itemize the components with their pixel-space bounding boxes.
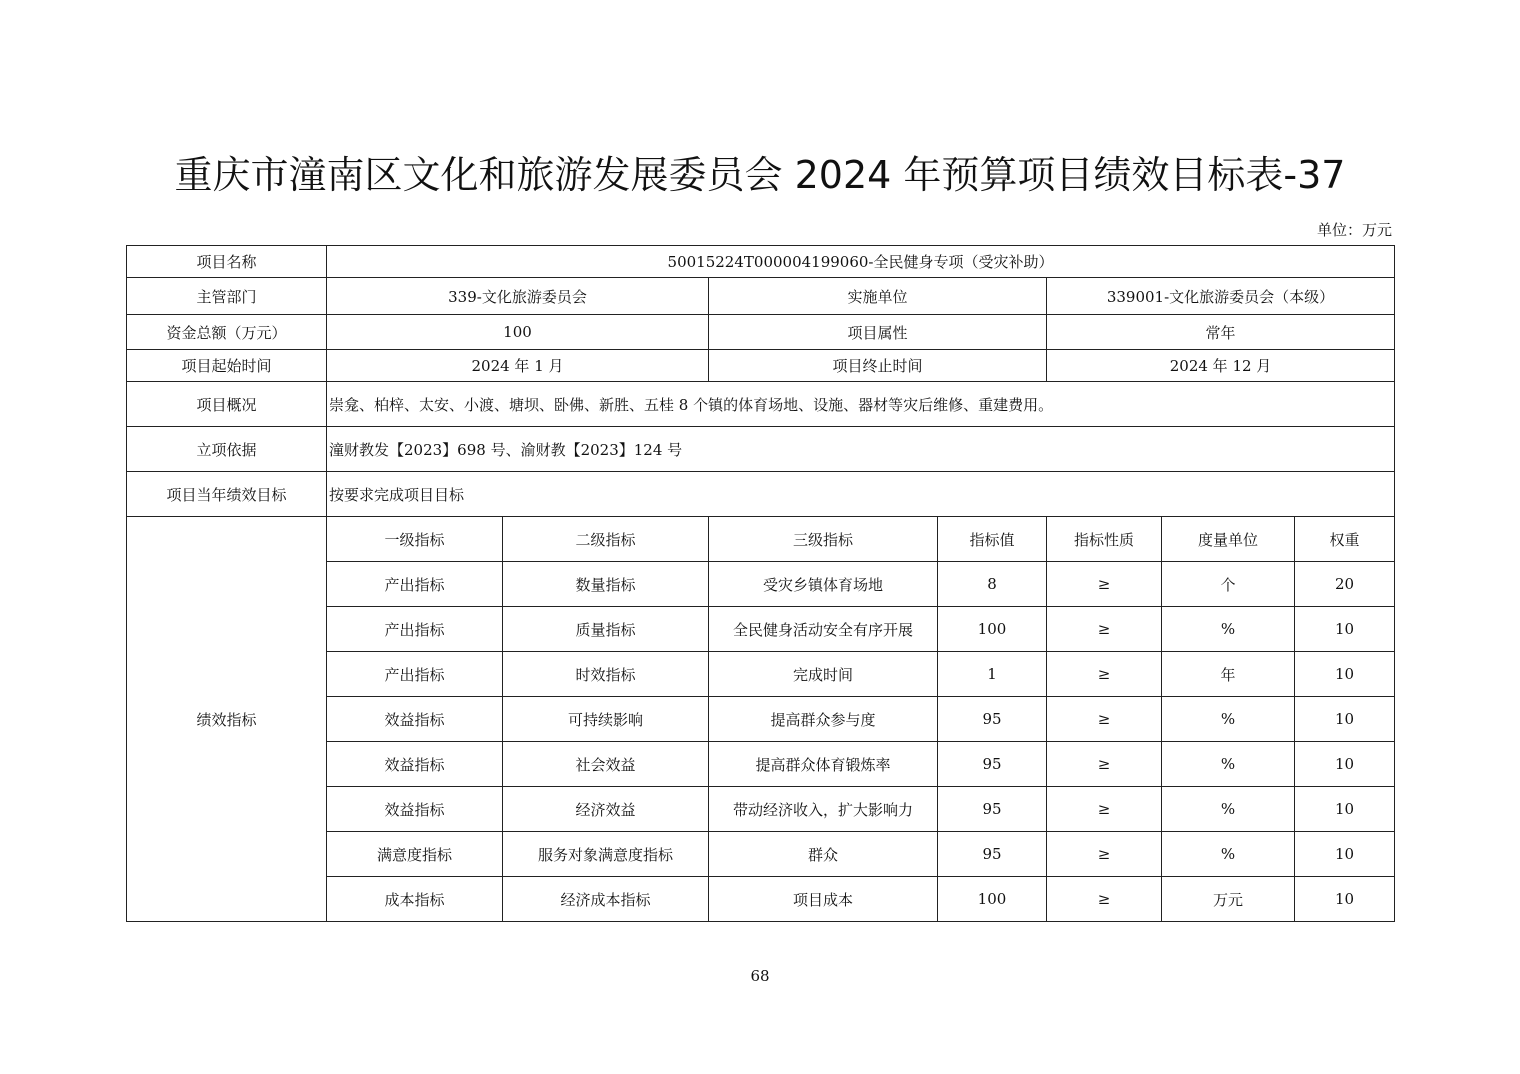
level3-cell: 提高群众体育锻炼率 — [709, 742, 938, 787]
indicator-header-row — [127, 517, 1395, 562]
weight-cell: 20 — [1295, 562, 1395, 607]
basis-value: 潼财教发【2023】698 号、渝财教【2023】124 号 — [327, 427, 1395, 472]
unit-label: 单位：万元 — [1316, 221, 1392, 239]
value-cell: 95 — [938, 787, 1047, 832]
level1-cell: 满意度指标 — [327, 832, 503, 877]
start-time-value: 2024 年 1 月 — [327, 350, 709, 382]
page-number: 68 — [750, 967, 770, 985]
level1-cell: 产出指标 — [327, 652, 503, 697]
value-cell: 95 — [938, 742, 1047, 787]
nature-cell: ≥ — [1047, 787, 1162, 832]
level3-cell: 受灾乡镇体育场地 — [709, 562, 938, 607]
end-time-label: 项目终止时间 — [709, 350, 1047, 382]
weight-cell: 10 — [1295, 697, 1395, 742]
level2-cell: 经济成本指标 — [503, 877, 709, 922]
project-name-value: 50015224T000004199060-全民健身专项（受灾补助） — [327, 246, 1395, 278]
overview-label: 项目概况 — [127, 382, 327, 427]
nature-cell: ≥ — [1047, 697, 1162, 742]
fund-row — [127, 315, 1395, 350]
level2-cell: 可持续影响 — [503, 697, 709, 742]
level2-cell: 数量指标 — [503, 562, 709, 607]
weight-cell: 10 — [1295, 787, 1395, 832]
level3-cell: 完成时间 — [709, 652, 938, 697]
end-time-value: 2024 年 12 月 — [1047, 350, 1395, 382]
fund-total-label: 资金总额（万元） — [127, 315, 327, 350]
implementing-unit-label: 实施单位 — [709, 278, 1047, 315]
unit-cell: 年 — [1162, 652, 1295, 697]
header-nature: 指标性质 — [1047, 517, 1162, 562]
header-level2: 二级指标 — [503, 517, 709, 562]
header-level3: 三级指标 — [709, 517, 938, 562]
start-time-label: 项目起始时间 — [127, 350, 327, 382]
level3-cell: 项目成本 — [709, 877, 938, 922]
project-attribute-value: 常年 — [1047, 315, 1395, 350]
header-value: 指标值 — [938, 517, 1047, 562]
level2-cell: 时效指标 — [503, 652, 709, 697]
unit-cell: % — [1162, 787, 1295, 832]
performance-target-table — [126, 245, 1395, 922]
level3-cell: 带动经济收入，扩大影响力 — [709, 787, 938, 832]
weight-cell: 10 — [1295, 832, 1395, 877]
value-cell: 95 — [938, 832, 1047, 877]
overview-row — [127, 382, 1395, 427]
department-row — [127, 278, 1395, 315]
weight-cell: 10 — [1295, 877, 1395, 922]
level2-cell: 服务对象满意度指标 — [503, 832, 709, 877]
project-name-row — [127, 246, 1395, 278]
implementing-unit-value: 339001-文化旅游委员会（本级） — [1047, 278, 1395, 315]
level3-cell: 全民健身活动安全有序开展 — [709, 607, 938, 652]
annual-goal-row — [127, 472, 1395, 517]
value-cell: 95 — [938, 697, 1047, 742]
nature-cell: ≥ — [1047, 832, 1162, 877]
level1-cell: 效益指标 — [327, 787, 503, 832]
unit-cell: 个 — [1162, 562, 1295, 607]
basis-row — [127, 427, 1395, 472]
level1-cell: 成本指标 — [327, 877, 503, 922]
project-attribute-label: 项目属性 — [709, 315, 1047, 350]
page-title: 重庆市潼南区文化和旅游发展委员会 2024 年预算项目绩效目标表-37 — [174, 153, 1346, 197]
level2-cell: 经济效益 — [503, 787, 709, 832]
weight-cell: 10 — [1295, 652, 1395, 697]
level2-cell: 质量指标 — [503, 607, 709, 652]
nature-cell: ≥ — [1047, 607, 1162, 652]
nature-cell: ≥ — [1047, 742, 1162, 787]
unit-cell: % — [1162, 832, 1295, 877]
department-label: 主管部门 — [127, 278, 327, 315]
level1-cell: 产出指标 — [327, 562, 503, 607]
level1-cell: 效益指标 — [327, 697, 503, 742]
level1-cell: 产出指标 — [327, 607, 503, 652]
annual-goal-value: 按要求完成项目目标 — [327, 472, 1395, 517]
value-cell: 8 — [938, 562, 1047, 607]
time-row — [127, 350, 1395, 382]
nature-cell: ≥ — [1047, 562, 1162, 607]
fund-total-value: 100 — [327, 315, 709, 350]
nature-cell: ≥ — [1047, 652, 1162, 697]
header-unit: 度量单位 — [1162, 517, 1295, 562]
level3-cell: 群众 — [709, 832, 938, 877]
unit-cell: % — [1162, 607, 1295, 652]
value-cell: 1 — [938, 652, 1047, 697]
header-weight: 权重 — [1295, 517, 1395, 562]
overview-value: 崇龛、柏梓、太安、小渡、塘坝、卧佛、新胜、五桂 8 个镇的体育场地、设施、器材等灾后维修、重建费用。 — [327, 382, 1395, 427]
unit-cell: % — [1162, 742, 1295, 787]
value-cell: 100 — [938, 607, 1047, 652]
level2-cell: 社会效益 — [503, 742, 709, 787]
nature-cell: ≥ — [1047, 877, 1162, 922]
indicators-label: 绩效指标 — [127, 517, 327, 922]
basis-label: 立项依据 — [127, 427, 327, 472]
unit-cell: % — [1162, 697, 1295, 742]
project-name-label: 项目名称 — [127, 246, 327, 278]
department-value: 339-文化旅游委员会 — [327, 278, 709, 315]
unit-cell: 万元 — [1162, 877, 1295, 922]
header-level1: 一级指标 — [327, 517, 503, 562]
weight-cell: 10 — [1295, 607, 1395, 652]
level3-cell: 提高群众参与度 — [709, 697, 938, 742]
level1-cell: 效益指标 — [327, 742, 503, 787]
value-cell: 100 — [938, 877, 1047, 922]
annual-goal-label: 项目当年绩效目标 — [127, 472, 327, 517]
weight-cell: 10 — [1295, 742, 1395, 787]
